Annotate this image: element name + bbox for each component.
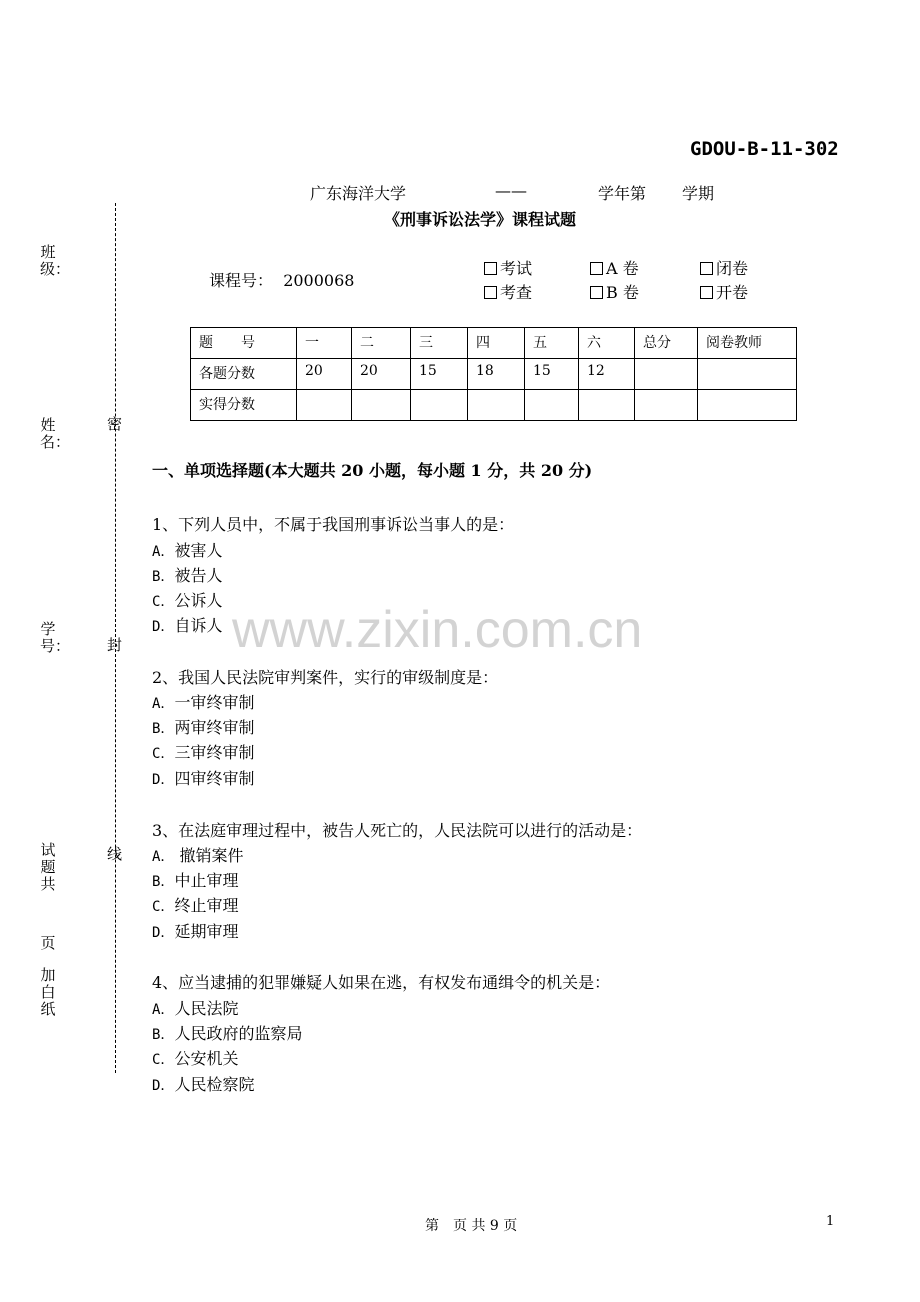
course-number <box>209 268 354 291</box>
table-cell: 20 <box>297 359 352 390</box>
table-cell: 四 <box>468 328 525 359</box>
table-cell: 一 <box>297 328 352 359</box>
choice-item[interactable] <box>152 563 222 586</box>
table-cell: 二 <box>352 328 411 359</box>
question-stem: 3、在法庭审理过程中，被告人死亡的，人民法院可以进行的活动是： <box>152 821 643 840</box>
checkbox-icon <box>590 286 603 299</box>
option-assessment[interactable] <box>484 280 532 303</box>
university-name: 广东海洋大学 <box>310 184 407 203</box>
choice-text: 人民法院 <box>174 999 239 1018</box>
choice-item[interactable] <box>152 690 254 713</box>
choice-text: 中止审理 <box>174 871 239 890</box>
choice-text: 人民检察院 <box>174 1075 255 1094</box>
margin-page-label: 页 <box>40 934 56 952</box>
choice-text: 公安机关 <box>174 1049 239 1068</box>
option-label: 闭卷 <box>716 259 749 278</box>
checkbox-icon <box>700 286 713 299</box>
choice-text: 终止审理 <box>174 896 239 915</box>
score-table <box>190 327 797 421</box>
choice-letter: D． <box>152 1078 175 1094</box>
year-term-label: 学年第 <box>598 184 647 203</box>
table-cell: 题 号 <box>191 328 297 359</box>
choice-letter: C． <box>152 899 175 915</box>
choice-letter: B． <box>152 721 175 737</box>
choice-text: 一审终审制 <box>174 693 255 712</box>
seal-dashed-line <box>115 203 116 1073</box>
choice-letter: A． <box>152 544 175 560</box>
margin-student-number-label: 学号： <box>40 620 71 655</box>
option-open-book[interactable] <box>700 280 748 303</box>
table-cell: 各题分数 <box>191 359 297 390</box>
choice-letter: C． <box>152 1052 175 1068</box>
checkbox-icon <box>590 262 603 275</box>
option-closed-book[interactable] <box>700 256 748 279</box>
table-cell: 三 <box>411 328 468 359</box>
choice-item[interactable] <box>152 613 222 636</box>
choice-item[interactable] <box>152 919 238 942</box>
table-cell: 15 <box>411 359 468 390</box>
choice-letter: C． <box>152 746 175 762</box>
choice-item[interactable] <box>152 1046 238 1069</box>
choice-letter: B． <box>152 874 175 890</box>
page-footer: 第 页 共 9 页 <box>425 1218 518 1234</box>
table-cell: 六 <box>579 328 635 359</box>
page-number: 1 <box>826 1214 835 1229</box>
choice-text: 被告人 <box>174 566 223 585</box>
margin-name-label: 姓名： <box>40 416 71 451</box>
exam-title: 《刑事诉讼法学》课程试题 <box>384 210 577 229</box>
choice-letter: D． <box>152 925 175 941</box>
table-cell <box>698 359 797 390</box>
table-cell-input[interactable] <box>468 390 525 421</box>
choice-letter: D． <box>152 619 175 635</box>
option-label: 开卷 <box>716 283 749 302</box>
option-label: 考查 <box>500 283 533 302</box>
table-cell: 20 <box>352 359 411 390</box>
option-paper-b[interactable] <box>590 280 639 303</box>
choice-item[interactable] <box>152 1072 254 1095</box>
question-stem: 4、应当逮捕的犯罪嫌疑人如果在逃，有权发布通缉令的机关是： <box>152 973 611 992</box>
choice-text: 四审终审制 <box>174 769 255 788</box>
checkbox-icon <box>484 286 497 299</box>
choice-text: 三审终审制 <box>174 743 255 762</box>
seal-mark-mi: 密 <box>107 415 123 433</box>
table-row-scores <box>191 359 797 390</box>
checkbox-icon <box>484 262 497 275</box>
table-cell: 五 <box>525 328 579 359</box>
question-stem: 2、我国人民法院审判案件，实行的审级制度是： <box>152 668 499 687</box>
semester-label: 学期 <box>682 184 715 203</box>
choice-text: 公诉人 <box>174 591 223 610</box>
margin-total-pages-label: 试题共 <box>40 841 56 893</box>
table-cell-input[interactable] <box>352 390 411 421</box>
document-code: GDOU-B-11-302 <box>690 138 839 160</box>
section-title: 一、单项选择题(本大题共 20 小题，每小题 1 分，共 20 分) <box>152 461 593 480</box>
choice-text: 延期审理 <box>174 922 239 941</box>
table-cell <box>635 359 698 390</box>
table-cell-input[interactable] <box>411 390 468 421</box>
table-cell: 阅卷教师 <box>698 328 797 359</box>
choice-item[interactable] <box>152 766 254 789</box>
choice-letter: C． <box>152 594 175 610</box>
option-label: A 卷 <box>606 259 639 278</box>
table-cell-input[interactable] <box>635 390 698 421</box>
choice-item[interactable] <box>152 893 238 916</box>
choice-text: 人民政府的监察局 <box>174 1024 303 1043</box>
margin-class-label: 班级： <box>40 243 71 278</box>
seal-mark-xian: 线 <box>107 845 123 863</box>
table-cell: 实得分数 <box>191 390 297 421</box>
course-number-label: 课程号： <box>209 271 274 290</box>
choice-text: 两审终审制 <box>174 718 255 737</box>
table-cell-input[interactable] <box>579 390 635 421</box>
choice-text: 被害人 <box>174 541 223 560</box>
choice-item[interactable] <box>152 843 244 866</box>
course-number-value: 2000068 <box>283 271 355 290</box>
choice-item[interactable] <box>152 588 222 611</box>
checkbox-icon <box>700 262 713 275</box>
table-cell: 18 <box>468 359 525 390</box>
question-stem: 1、下列人员中，不属于我国刑事诉讼当事人的是： <box>152 515 515 534</box>
option-paper-a[interactable] <box>590 256 639 279</box>
choice-letter: B． <box>152 1027 175 1043</box>
table-row-header <box>191 328 797 359</box>
choice-letter: A． <box>152 1002 175 1018</box>
choice-text: 撤销案件 <box>174 846 244 865</box>
table-cell-input[interactable] <box>297 390 352 421</box>
choice-letter: D． <box>152 772 175 788</box>
choice-letter: B． <box>152 569 175 585</box>
table-cell-input[interactable] <box>525 390 579 421</box>
table-cell: 15 <box>525 359 579 390</box>
watermark: www.zixin.com.cn <box>232 601 643 659</box>
choice-text: 自诉人 <box>174 616 223 635</box>
table-row-earned <box>191 390 797 421</box>
choice-letter: A． <box>152 696 175 712</box>
table-cell: 12 <box>579 359 635 390</box>
year-dash: —— <box>495 181 527 200</box>
seal-mark-feng: 封 <box>107 636 123 654</box>
option-label: B 卷 <box>606 283 639 302</box>
option-label: 考试 <box>500 259 533 278</box>
choice-item[interactable] <box>152 715 254 738</box>
option-exam[interactable] <box>484 256 532 279</box>
choice-item[interactable] <box>152 996 238 1019</box>
choice-item[interactable] <box>152 740 254 763</box>
choice-letter: A． <box>152 849 175 865</box>
choice-item[interactable] <box>152 538 222 561</box>
choice-item[interactable] <box>152 868 238 891</box>
margin-extra-paper-label: 加白纸 <box>40 966 56 1018</box>
table-cell: 总分 <box>635 328 698 359</box>
table-cell-input[interactable] <box>698 390 797 421</box>
choice-item[interactable] <box>152 1021 302 1044</box>
